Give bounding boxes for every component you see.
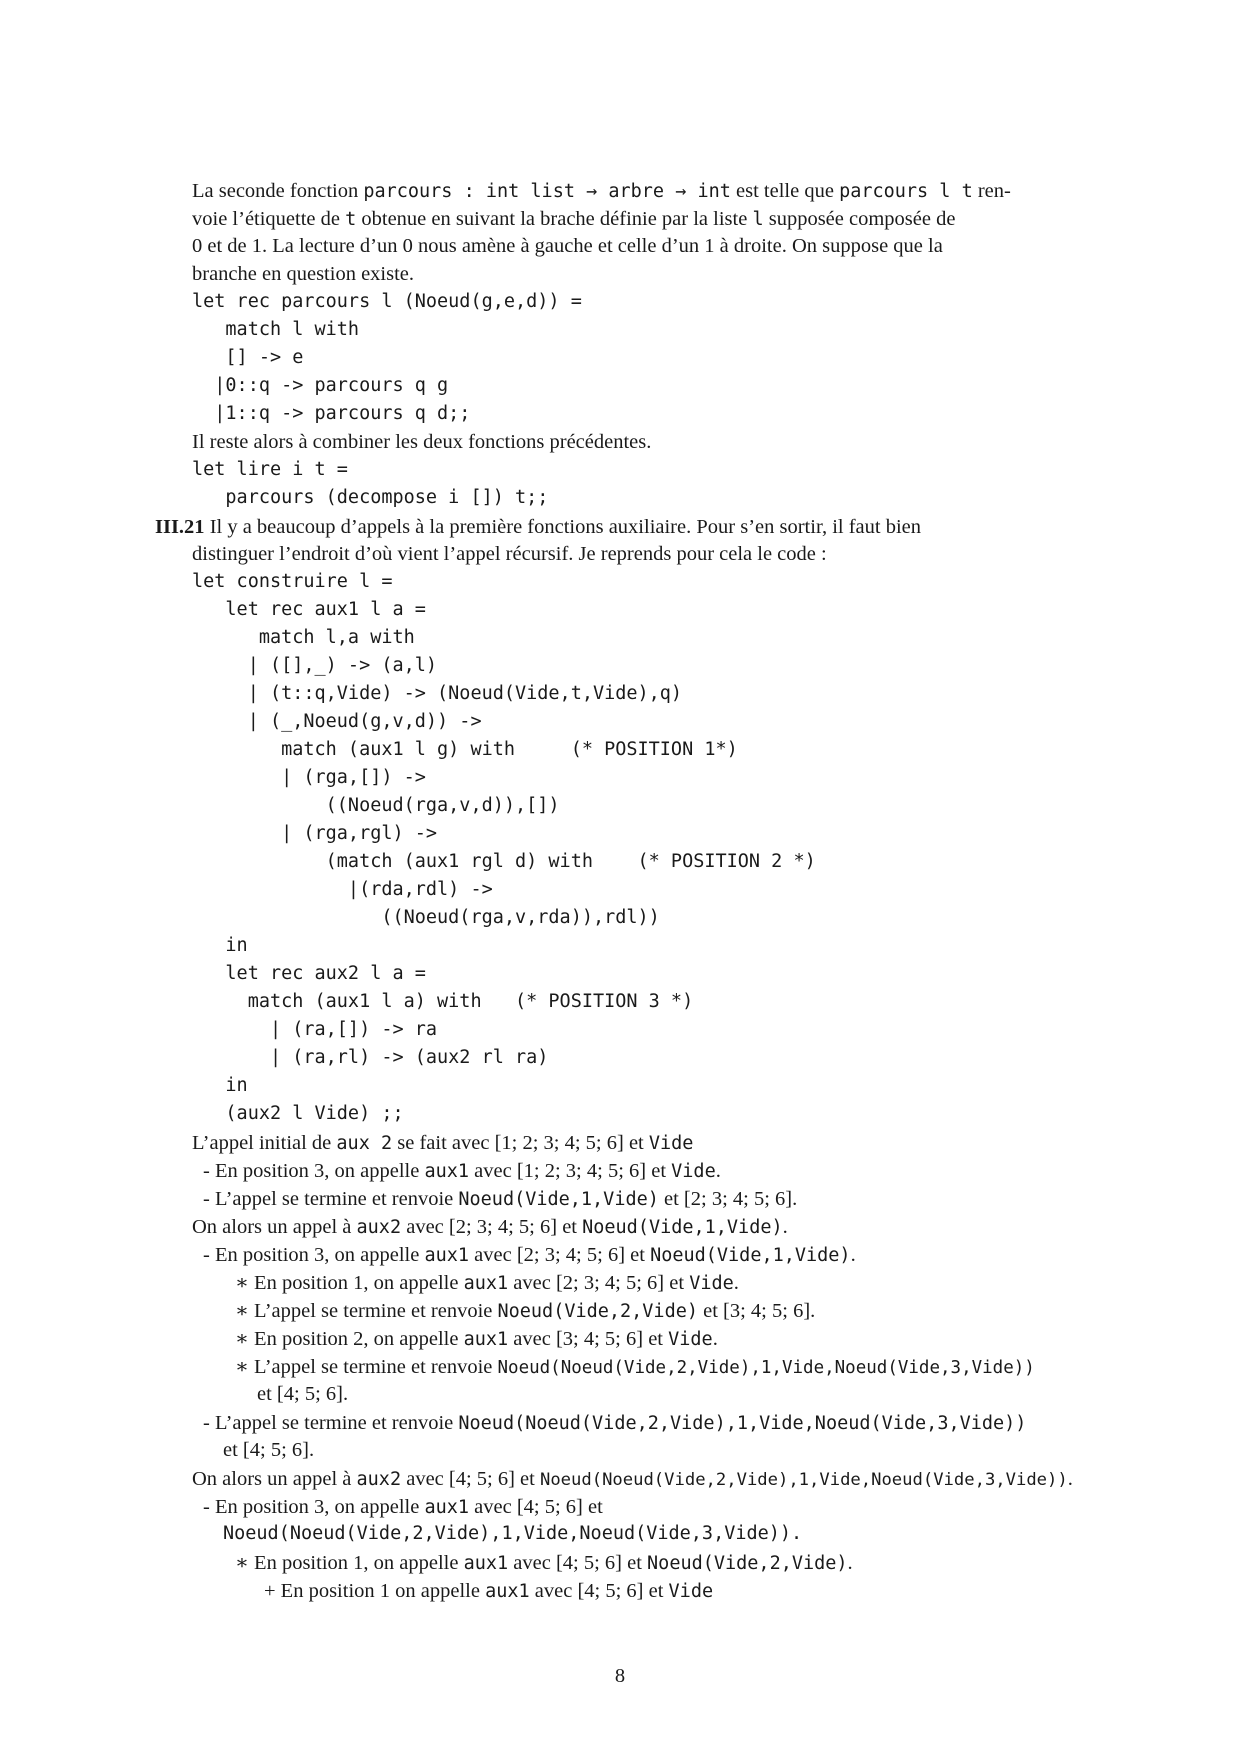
- trace-line: [203, 1184, 797, 1214]
- code-inline: aux1: [463, 1553, 509, 1574]
- text: se fait avec [1; 2; 3; 4; 5; 6] et: [392, 1132, 649, 1154]
- text: avec [4; 5; 6] et: [508, 1552, 648, 1574]
- code-line: (match (aux1 rgl d) with (* POSITION 2 *): [192, 851, 816, 872]
- para1-line4: branche en question existe.: [192, 263, 415, 285]
- trace-line: [264, 1576, 713, 1606]
- question-label: III.21: [155, 516, 205, 538]
- text: et [2; 3; 4; 5; 6].: [658, 1188, 798, 1210]
- code-line: in: [192, 935, 248, 956]
- code-inline: aux1: [424, 1245, 470, 1266]
- text: avec [3; 4; 5; 6] et: [508, 1328, 669, 1350]
- code-inline: Noeud(Vide,1,Vide): [650, 1245, 851, 1266]
- code-inline: parcours : int list → arbre → int: [363, 181, 731, 202]
- code-inline: Noeud(Noeud(Vide,2,Vide),1,Vide,Noeud(Vide,3,Vide)): [458, 1413, 1027, 1434]
- text: voie l’étiquette de: [192, 208, 346, 230]
- question-text-line2: distinguer l’endroit d’où vient l’appel récursif. Je reprends pour cela le code :: [192, 543, 827, 565]
- text: avec [4; 5; 6] et: [401, 1468, 540, 1490]
- trace-line: [203, 1408, 1026, 1438]
- text: .: [733, 1272, 739, 1294]
- code-inline: aux 2: [336, 1133, 393, 1154]
- trace-line: [235, 1548, 853, 1578]
- question-III-21: [155, 512, 921, 541]
- trace-line: et [4; 5; 6].: [257, 1383, 349, 1405]
- code-line: | (rga,[]) ->: [192, 767, 426, 788]
- code-inline: Vide: [668, 1581, 714, 1602]
- text: ∗ L’appel se termine et renvoie: [235, 1300, 498, 1322]
- text: ∗ En position 1, on appelle: [235, 1552, 464, 1574]
- code-inline: aux2: [356, 1217, 402, 1238]
- text: + En position 1 on appelle: [264, 1580, 486, 1602]
- trace-line: [203, 1240, 856, 1270]
- text: - En position 3, on appelle: [203, 1496, 425, 1518]
- trace-line: [235, 1268, 739, 1298]
- code-inline: Vide: [671, 1161, 716, 1182]
- code-inline: Noeud(Noeud(Vide,2,Vide),1,Vide,Noeud(Vide,3,Vide)): [497, 1358, 1035, 1378]
- text: est telle que: [730, 180, 840, 202]
- trace-line: [235, 1352, 1035, 1382]
- code-inline: Vide: [668, 1329, 713, 1350]
- text: ∗ En position 2, on appelle: [235, 1328, 464, 1350]
- code-inline: aux1: [463, 1329, 509, 1350]
- code-line: ((Noeud(rga,v,d)),[]): [192, 795, 560, 816]
- text: On alors un appel à: [192, 1216, 357, 1238]
- code-inline: parcours l t: [839, 181, 973, 202]
- code-line: | (ra,[]) -> ra: [192, 1019, 438, 1040]
- text: avec [2; 3; 4; 5; 6] et: [401, 1216, 583, 1238]
- code-line: let lire i t =: [192, 459, 348, 480]
- text: .: [715, 1160, 721, 1182]
- code-line: |0::q -> parcours q g: [192, 375, 449, 396]
- text-reste: Il reste alors à combiner les deux fonctions précédentes.: [192, 431, 652, 453]
- text: L’appel initial de: [192, 1132, 337, 1154]
- text: .: [1067, 1468, 1073, 1490]
- text: obtenue en suivant la brache définie par la liste: [356, 208, 753, 230]
- code-line: |1::q -> parcours q d;;: [192, 403, 471, 424]
- code-line: match (aux1 l g) with (* POSITION 1*): [192, 739, 738, 760]
- text: avec [4; 5; 6] et: [469, 1496, 603, 1518]
- text: - L’appel se termine et renvoie: [203, 1188, 459, 1210]
- trace-line: [203, 1156, 721, 1186]
- code-line: let rec parcours l (Noeud(g,e,d)) =: [192, 291, 582, 312]
- code-line: |(rda,rdl) ->: [192, 879, 493, 900]
- text: avec [4; 5; 6] et: [529, 1580, 669, 1602]
- text: avec [1; 2; 3; 4; 5; 6] et: [469, 1160, 672, 1182]
- code-inline: Noeud(Vide,2,Vide): [647, 1553, 848, 1574]
- text: ∗ L’appel se termine et renvoie: [235, 1356, 498, 1378]
- code-line: [] -> e: [192, 347, 304, 368]
- text: La seconde fonction: [192, 180, 364, 202]
- code-line: ((Noeud(rga,v,rda)),rdl)): [192, 907, 660, 928]
- code-inline: aux1: [424, 1497, 470, 1518]
- text: ∗ En position 1, on appelle: [235, 1272, 464, 1294]
- text: et [3; 4; 5; 6].: [697, 1300, 816, 1322]
- code-line: match l with: [192, 319, 360, 340]
- code-inline: Vide: [648, 1133, 694, 1154]
- text: avec [2; 3; 4; 5; 6] et: [469, 1244, 651, 1266]
- code-line: let rec aux2 l a =: [192, 963, 426, 984]
- text: On alors un appel à: [192, 1468, 357, 1490]
- trace-line: [235, 1296, 815, 1326]
- text: supposée composée de: [763, 208, 956, 230]
- code-line: | (t::q,Vide) -> (Noeud(Vide,t,Vide),q): [192, 683, 683, 704]
- code-inline: Noeud(Noeud(Vide,2,Vide),1,Vide,Noeud(Vide,3,Vide)): [539, 1470, 1068, 1490]
- code-inline: t: [345, 209, 357, 230]
- text: - L’appel se termine et renvoie: [203, 1412, 459, 1434]
- text: Il y a beaucoup d’appels à la première fonctions auxiliaire. Pour s’en sortir, il faut bien: [204, 516, 922, 538]
- code-inline: aux1: [485, 1581, 530, 1602]
- text: .: [782, 1216, 788, 1238]
- text: - En position 3, on appelle: [203, 1244, 425, 1266]
- code-line: match (aux1 l a) with (* POSITION 3 *): [192, 991, 694, 1012]
- trace-line: [203, 1492, 603, 1522]
- code-line: parcours (decompose i []) t;;: [192, 487, 549, 508]
- code-inline: aux1: [424, 1161, 470, 1182]
- trace-line: et [4; 5; 6].: [223, 1439, 315, 1461]
- trace-line: [235, 1324, 718, 1354]
- page-number: 8: [614, 1665, 626, 1687]
- code-inline: Vide: [689, 1273, 734, 1294]
- code-inline: aux1: [463, 1273, 509, 1294]
- code-inline: aux2: [356, 1469, 402, 1490]
- text: .: [847, 1552, 853, 1574]
- code-line: | ([],_) -> (a,l): [192, 655, 438, 676]
- code-line: match l,a with: [192, 627, 415, 648]
- trace-line: [192, 1212, 788, 1242]
- code-line: (aux2 l Vide) ;;: [192, 1103, 404, 1124]
- trace-line: Noeud(Noeud(Vide,2,Vide),1,Vide,Noeud(Vide,3,Vide)).: [223, 1523, 803, 1544]
- code-line: | (ra,rl) -> (aux2 rl ra): [192, 1047, 549, 1068]
- text: .: [712, 1328, 718, 1350]
- code-line: let rec aux1 l a =: [192, 599, 426, 620]
- text: .: [850, 1244, 856, 1266]
- code-inline: l: [752, 209, 764, 230]
- code-line: in: [192, 1075, 248, 1096]
- para1-line2: [192, 204, 955, 234]
- code-line: let construire l =: [192, 571, 393, 592]
- code-line: | (_,Noeud(g,v,d)) ->: [192, 711, 482, 732]
- code-inline: Noeud(Vide,2,Vide): [497, 1301, 698, 1322]
- para1-line3: 0 et de 1. La lecture d’un 0 nous amène à gauche et celle d’un 1 à droite. On suppose que la: [192, 235, 943, 257]
- para1-line1: [192, 176, 1132, 206]
- text: avec [2; 3; 4; 5; 6] et: [508, 1272, 690, 1294]
- trace-line: [192, 1128, 693, 1158]
- text: - En position 3, on appelle: [203, 1160, 425, 1182]
- text: ren-: [972, 180, 1011, 202]
- code-line: | (rga,rgl) ->: [192, 823, 438, 844]
- trace-line: [192, 1464, 1073, 1494]
- code-inline: Noeud(Vide,1,Vide): [458, 1189, 659, 1210]
- code-inline: Noeud(Vide,1,Vide): [582, 1217, 783, 1238]
